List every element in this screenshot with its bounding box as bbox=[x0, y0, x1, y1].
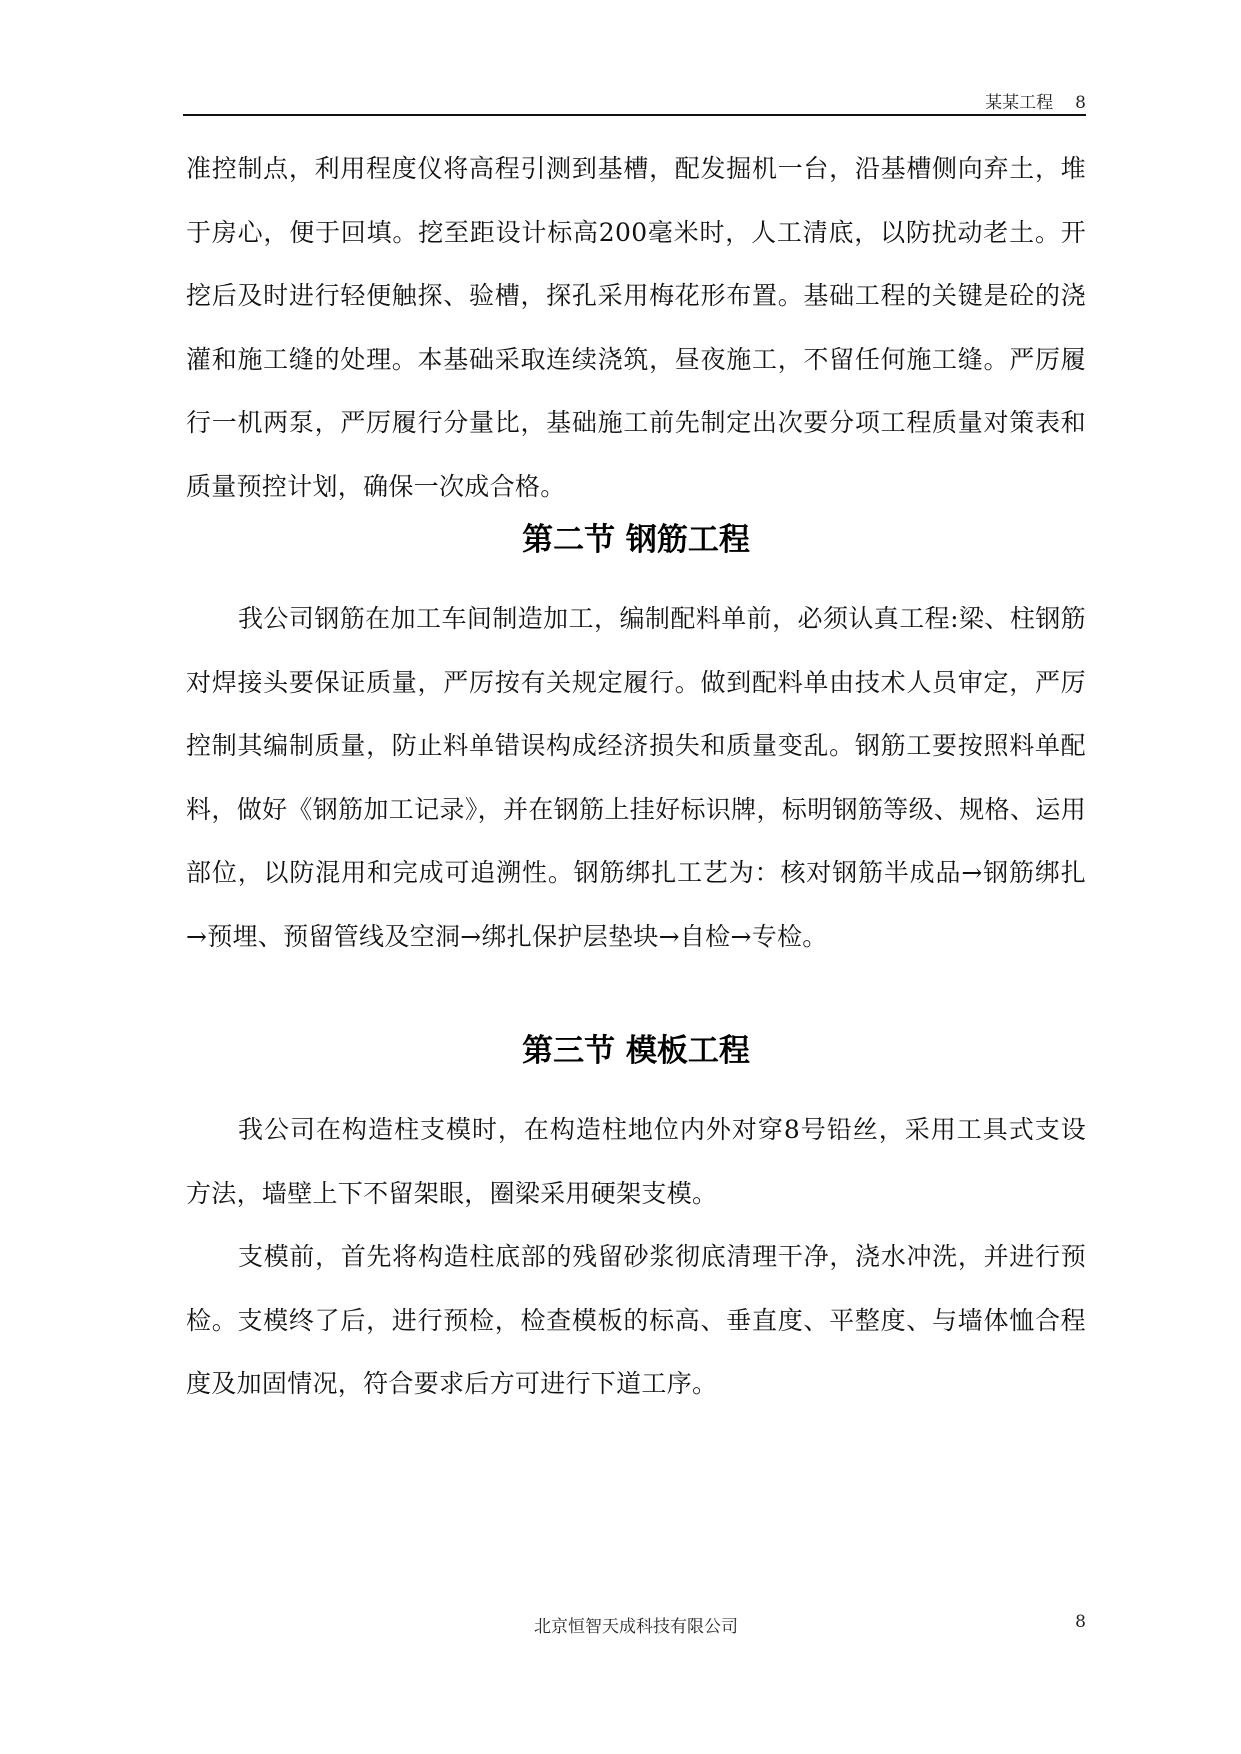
section-3-text-block bbox=[186, 1098, 1086, 1416]
section-2-paragraph: 我公司钢筋在加工车间制造加工，编制配料单前，必须认真工程:梁、柱钢筋对焊接头要保证质量，严厉按有关规定履行。做到配料单由技术人员审定，严厉控制其编制质量，防止料单错误构成经济损失和质量变乱。钢筋工要按照料单配料，做好《钢筋加工记录》，并在钢筋上挂好标识牌，标明钢筋等级、规格、运用部位，以防混用和完成可追溯性。钢筋绑扎工艺为：核对钢筋半成品→钢筋绑扎→预埋、预留管线及空洞→绑扎保护层垫块→自检→专检。 bbox=[186, 604, 1086, 951]
intro-text-block bbox=[186, 137, 1086, 518]
page-footer bbox=[186, 1612, 1086, 1638]
section-2-text-block bbox=[186, 587, 1086, 968]
section-3-paragraph-1: 我公司在构造柱支模时，在构造柱地位内外对穿8号铅丝，采用工具式支设方法，墙壁上下不留架眼，圈梁采用硬架支模。 bbox=[186, 1115, 1086, 1208]
section-3-paragraph-2: 支模前，首先将构造柱底部的残留砂浆彻底清理干净，浇水冲洗，并进行预检。支模终了后，进行预检，检查模板的标高、垂直度、平整度、与墙体恤合程度及加固情况，符合要求后方可进行下道工序。 bbox=[186, 1242, 1086, 1398]
intro-paragraph: 准控制点，利用程度仪将高程引测到基槽，配发掘机一台，沿基槽侧向弃土，堆于房心，便于回填。挖至距设计标高200毫米时，人工清底，以防扰动老土。开挖后及时进行轻便触探、验槽，探孔采用梅花形布置。基础工程的关键是砼的浇灌和施工缝的处理。本基础采取连续浇筑，昼夜施工，不留任何施工缝。严厉履行一机两泵，严厉履行分量比，基础施工前先制定出次要分项工程质量对策表和质量预控计划，确保一次成合格。 bbox=[186, 154, 1086, 501]
header-title: 某某工程 bbox=[985, 93, 1054, 113]
section-3-title: 第三节 模板工程 bbox=[522, 1033, 750, 1069]
footer-page-number: 8 bbox=[1075, 1612, 1086, 1632]
header-divider bbox=[183, 114, 1086, 116]
footer-company: 北京恒智天成科技有限公司 bbox=[534, 1617, 738, 1637]
header-page-number: 8 bbox=[1075, 93, 1086, 113]
section-2-title: 第二节 钢筋工程 bbox=[522, 522, 750, 558]
page-header bbox=[186, 88, 1086, 114]
